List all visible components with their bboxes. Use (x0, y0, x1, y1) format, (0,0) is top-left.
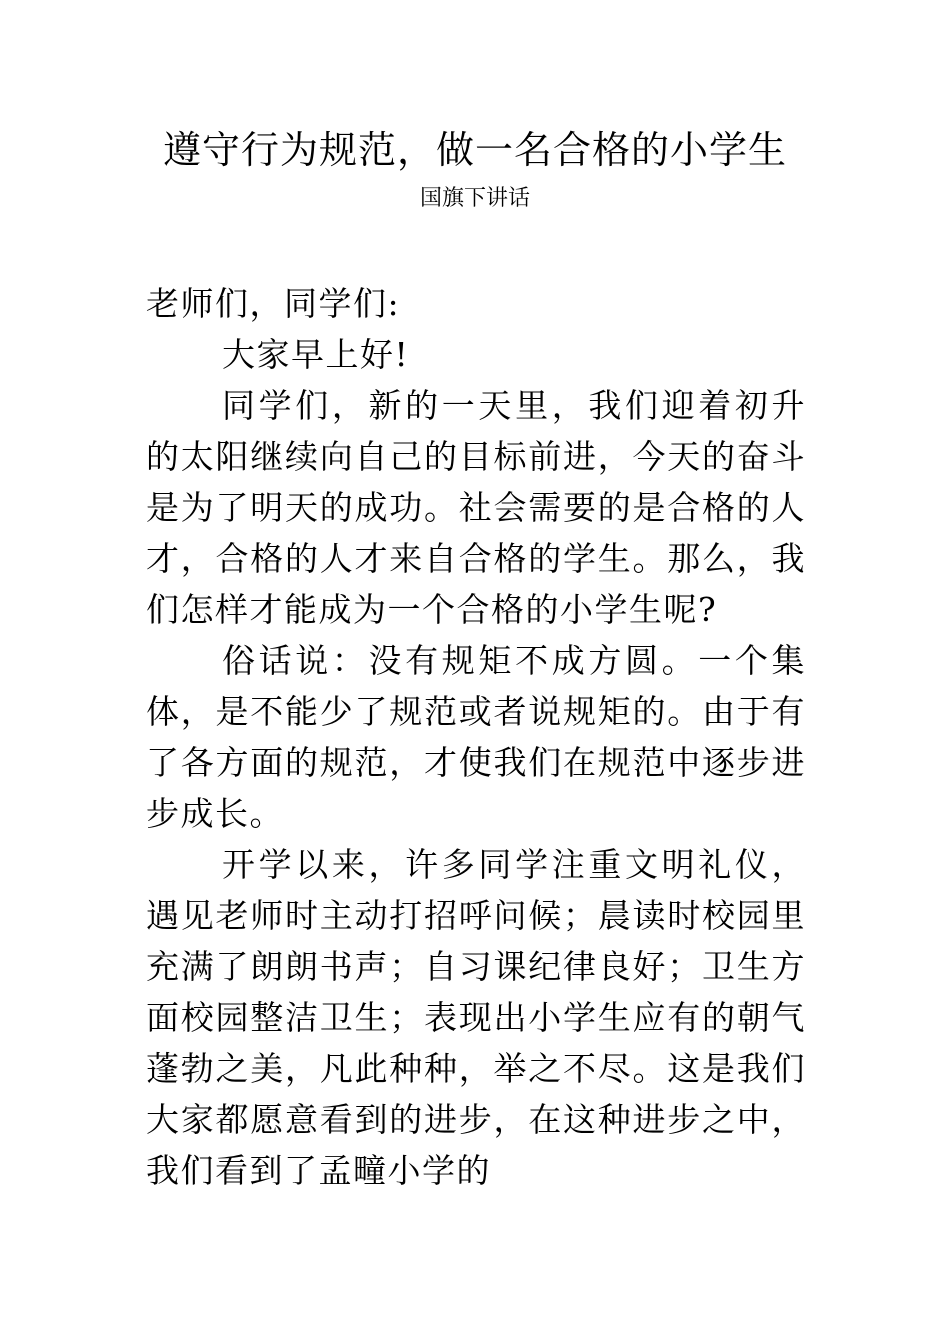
document-subtitle: 国旗下讲话 (419, 186, 530, 211)
salutation: 老师们，同学们: (146, 284, 401, 323)
paragraph-3: 开学以来，许多同学注重文明礼仪，遇见老师时主动打招呼问候；晨读时校园里充满了朗朗书声；自习课纪律良好；卫生方面校园整洁卫生；表现出小学生应有的朝气蓬勃之美，凡此种种，举之不尽。这是我们大家都愿意看到的进步，在这种进步之中，我们看到了孟疃小学的 (146, 845, 806, 1190)
greeting: 大家早上好! (222, 335, 410, 374)
document-title: 遵守行为规范，做一名合格的小学生 (162, 128, 787, 172)
document-body (146, 278, 806, 1196)
paragraph-2: 俗话说：没有规矩不成方圆。一个集体，是不能少了规范或者说规矩的。由于有了各方面的规范，才使我们在规范中逐步进步成长。 (146, 641, 806, 833)
paragraph-1: 同学们，新的一天里，我们迎着初升的太阳继续向自己的目标前进，今天的奋斗是为了明天的成功。社会需要的是合格的人才，合格的人才来自合格的学生。那么，我们怎样才能成为一个合格的小学生呢? (146, 386, 806, 629)
